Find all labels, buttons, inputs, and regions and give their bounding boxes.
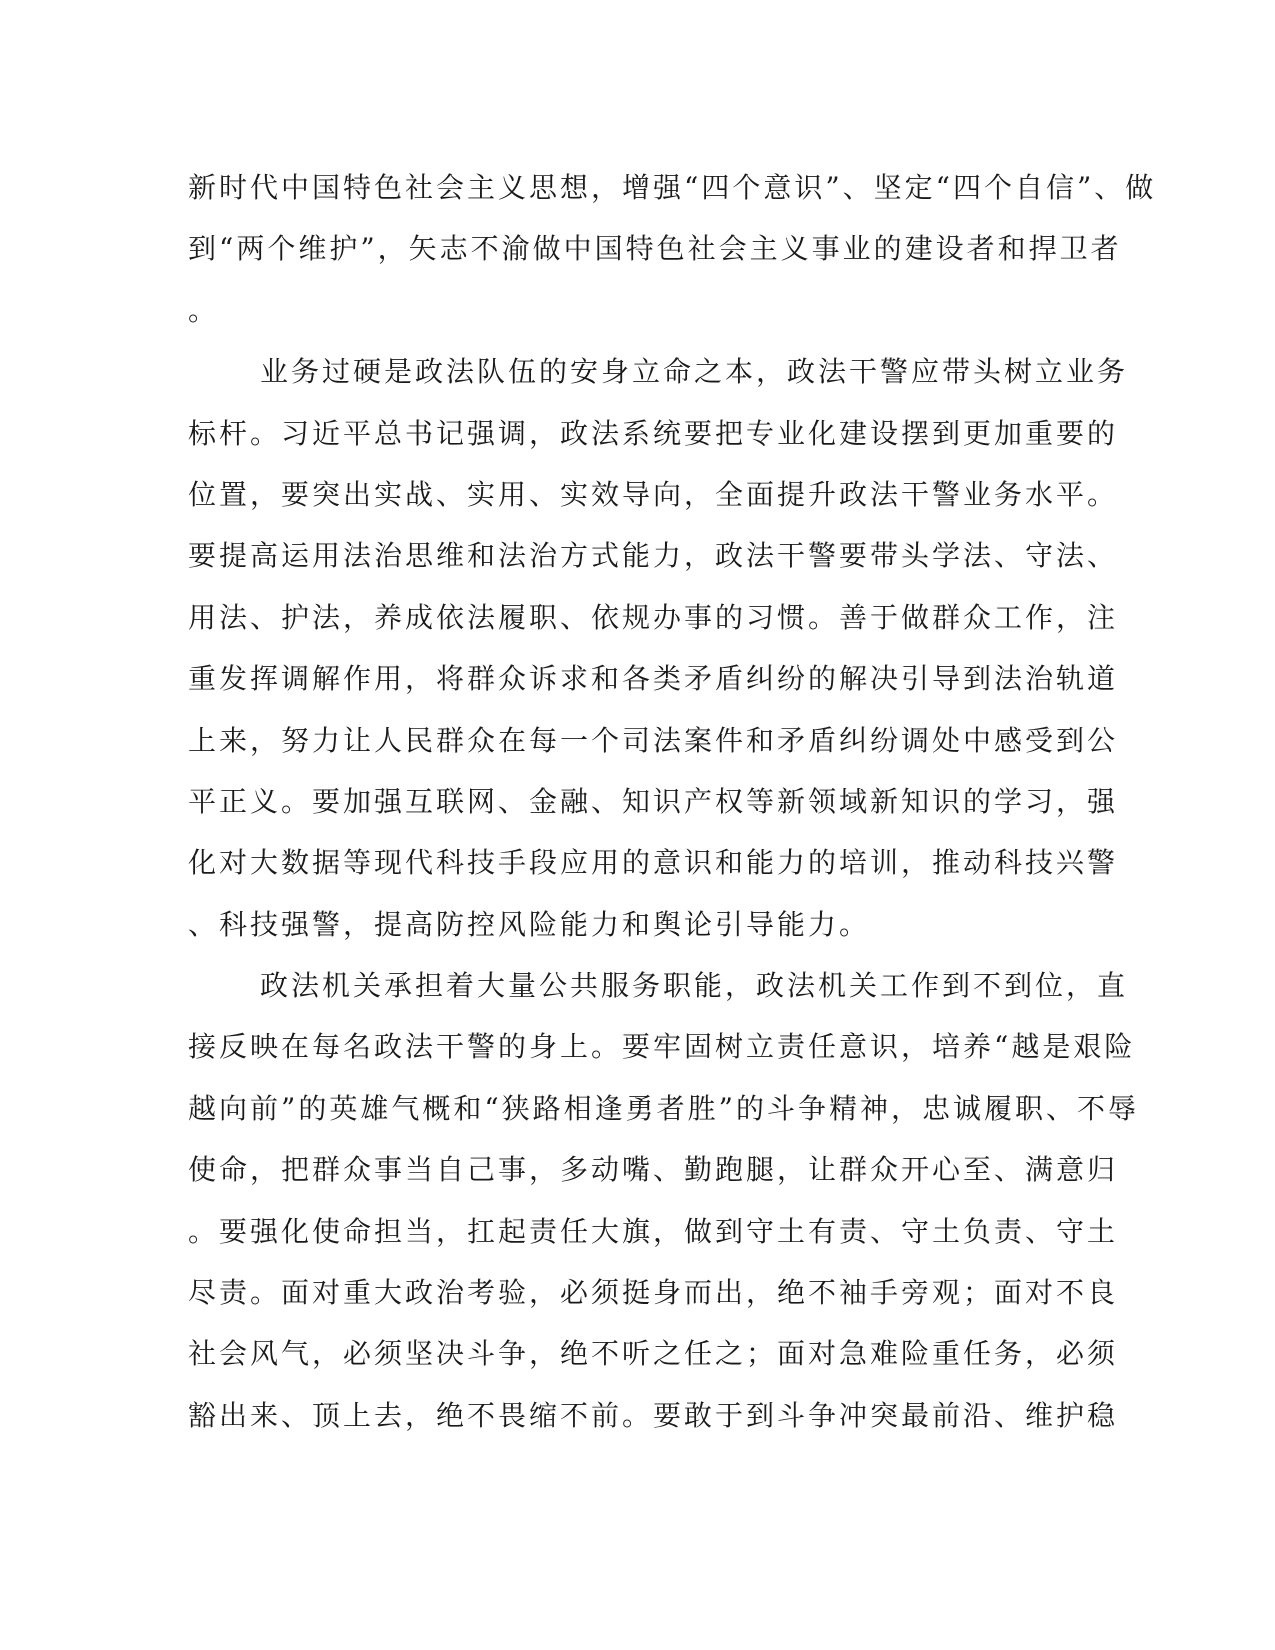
- paragraph-1-line-2: 到“两个维护”，矢志不渝做中国特色社会主义事业的建设者和捍卫者: [188, 232, 1122, 266]
- paragraph-2-line-5: 用法、护法，养成依法履职、依规办事的习惯。善于做群众工作，注: [188, 600, 1119, 634]
- paragraph-2-line-6: 重发挥调解作用，将群众诉求和各类矛盾纠纷的解决引导到法治轨道: [188, 662, 1119, 696]
- body-text: [188, 157, 1157, 1446]
- paragraph-2-line-8: 平正义。要加强互联网、金融、知识产权等新领域新知识的学习，强: [188, 784, 1119, 818]
- paragraph-2-line-1: 业务过硬是政法队伍的安身立命之本，政法干警应带头树立业务: [260, 355, 1129, 389]
- paragraph-2-line-9: 化对大数据等现代科技手段应用的意识和能力的培训，推动科技兴警: [188, 846, 1119, 880]
- paragraph-1-line-1: 新时代中国特色社会主义思想，增强“四个意识”、坚定“四个自信”、做: [188, 171, 1157, 204]
- paragraph-3-line-4: 使命，把群众事当自己事，多动嘴、勤跑腿，让群众开心至、满意归: [188, 1153, 1119, 1187]
- paragraph-3-line-3: 越向前”的英雄气概和“狭路相逢勇者胜”的斗争精神，忠诚履职、不辱: [188, 1091, 1139, 1125]
- paragraph-2-line-7: 上来，努力让人民群众在每一个司法案件和矛盾纠纷调处中感受到公: [188, 723, 1119, 757]
- paragraph-3-line-2: 接反映在每名政法干警的身上。要牢固树立责任意识，培养“越是艰险: [188, 1030, 1136, 1064]
- paragraph-2-line-10: 、科技强警，提高防控风险能力和舆论引导能力。: [188, 907, 871, 941]
- paragraph-3-line-1: 政法机关承担着大量公共服务职能，政法机关工作到不到位，直: [260, 969, 1129, 1003]
- paragraph-2-line-2: 标杆。习近平总书记强调，政法系统要把专业化建设摆到更加重要的: [188, 416, 1119, 450]
- paragraph-3-line-8: 豁出来、顶上去，绝不畏缩不前。要敢于到斗争冲突最前沿、维护稳: [188, 1398, 1119, 1432]
- paragraph-3-line-6: 尽责。面对重大政治考验，必须挺身而出，绝不袖手旁观；面对不良: [188, 1276, 1119, 1310]
- paragraph-2-line-3: 位置，要突出实战、实用、实效导向，全面提升政法干警业务水平。: [188, 477, 1119, 511]
- paragraph-3-line-7: 社会风气，必须坚决斗争，绝不听之任之；面对急难险重任务，必须: [188, 1337, 1119, 1371]
- paragraph-3-line-5: 。要强化使命担当，扛起责任大旗，做到守土有责、守土负责、守土: [188, 1214, 1119, 1248]
- paragraph-1-line-3: 。: [188, 293, 220, 327]
- paragraph-2-line-4: 要提高运用法治思维和法治方式能力，政法干警要带头学法、守法、: [188, 539, 1119, 573]
